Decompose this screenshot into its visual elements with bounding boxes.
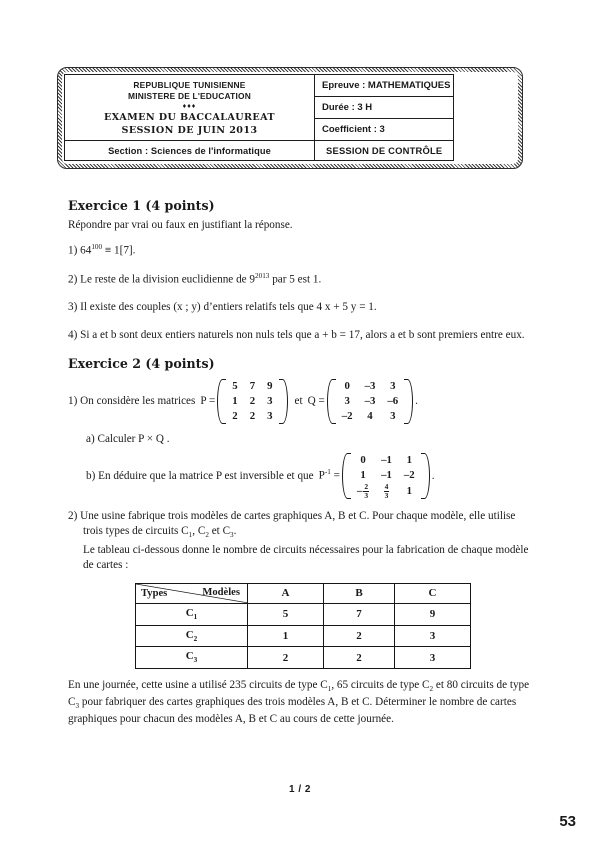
matrix-p: [217, 379, 287, 424]
row-label-sub: 3: [193, 656, 198, 665]
matrix-p-inverse: [342, 453, 430, 499]
matrix-pinv-cell: –2: [403, 469, 415, 482]
header-epreuve: Epreuve : MATHEMATIQUES: [315, 75, 454, 97]
matrix-q-cell: –3: [364, 380, 376, 393]
matrix-p-label: P =: [200, 395, 216, 408]
table-cell: 3: [394, 647, 470, 669]
table-row: [136, 603, 471, 625]
matrix-q-cell: 4: [367, 410, 373, 423]
exercise2-question-a: a) Calculer P × Q .: [86, 433, 170, 446]
table-corner-models-label: Modèles: [202, 587, 240, 599]
matrix-pinv-cell-fraction: [375, 483, 398, 499]
exercise2-title: Exercice 2 (4 points): [68, 356, 215, 372]
matrix-p-cell: 3: [267, 410, 273, 423]
table-cell: 9: [394, 603, 470, 625]
matrix-q-label: Q =: [307, 395, 325, 408]
matrix-p-cell: 2: [232, 410, 238, 423]
matrix-p-cell: 9: [267, 380, 273, 393]
matrix-pinv-cell: 1: [360, 469, 366, 482]
pinv-period: .: [431, 469, 435, 482]
header-exam-name: EXAMEN DU BACCALAUREAT: [104, 111, 275, 123]
exercise1-title: Exercice 1 (4 points): [68, 198, 215, 213]
q2-text-part1: 2) Une usine fabrique trois modèles de cartes graphiques A, B et C. Pour chaque modèle, elle utilise trois types de circuits C: [68, 510, 516, 538]
table-row-header: [136, 603, 248, 625]
header-section: Section : Sciences de l'informatique: [65, 141, 315, 161]
matrix-pinv-cell: 0: [360, 454, 366, 467]
pinv-frac2: [384, 483, 390, 499]
table-cell: 7: [324, 603, 395, 625]
exercise2-q1-label: 1) On considère les matrices: [68, 395, 196, 408]
final-text-part4: pour fabriquer des cartes graphiques des trois modèles A, B et C. Déterminer le nombre de cartes graphiques pour chacun des modèles A, B et C au cours de cette journée.: [68, 696, 517, 726]
table-header-row: [136, 584, 471, 604]
exercise2-question-2-line2: Le tableau ci-dessous donne le nombre de circuits nécessaires pour la fabrication de chaque modèle de cartes :: [83, 544, 529, 572]
table-corner-types-label: Types: [141, 587, 168, 599]
table-row-header: [136, 625, 248, 647]
document-content: [68, 198, 538, 740]
q2-sub-1: 1: [188, 531, 193, 540]
matrix-q-period: .: [415, 395, 418, 408]
matrix-q-cell: 3: [390, 380, 396, 393]
header-coefficient: Coefficient : 3: [315, 119, 454, 141]
pinv-p: P: [318, 470, 325, 483]
pinv-exponent: -1: [324, 468, 331, 477]
table-cell: 1: [248, 625, 324, 647]
matrix-pinv-cell: 1: [406, 484, 412, 497]
matrix-conjunction: et: [294, 395, 303, 408]
row-label-prefix: C: [185, 650, 194, 663]
final-text-part3: et 80 circuits de type C: [68, 679, 530, 709]
circuits-table-wrapper: [68, 583, 538, 669]
matrix-p-cell: 7: [249, 380, 256, 393]
table-row-header: [136, 647, 248, 669]
matrix-p-cell: 1: [232, 395, 238, 408]
table-cell: 2: [324, 647, 395, 669]
pinv-frac1-sign: –: [356, 484, 363, 497]
table-column-header: B: [324, 584, 395, 604]
page-number: 1 / 2: [289, 784, 311, 795]
q2-text-part2: , C: [192, 525, 206, 538]
table-column-header: C: [394, 584, 470, 604]
matrix-pinv-label: [319, 468, 340, 484]
header-duree: Durée : 3 H: [315, 97, 454, 119]
table-cell: 5: [248, 603, 324, 625]
table-row: [136, 647, 471, 669]
matrix-p-cell: 3: [267, 395, 273, 408]
matrix-q-cell: –2: [341, 410, 353, 423]
header-session: SESSION DE JUIN 2013: [121, 124, 258, 136]
pinv-frac1: [363, 483, 369, 499]
final-sub-1: 1: [327, 685, 332, 694]
final-text-part1: En une journée, cette usine a utilisé 235 circuits de type C: [68, 679, 328, 692]
q2-text-part4: .: [233, 525, 237, 538]
exercise1-question-4: 4) Si a et b sont deux entiers naturels non nuls tels que a + b = 17, alors a et b sont premiers entre eux.: [68, 329, 525, 342]
q2-sub-2: 2: [205, 531, 209, 540]
header-institution-cell: [65, 75, 315, 141]
pinv-frac2-numerator: 4: [384, 482, 389, 492]
q2-sub-3: 3: [230, 531, 234, 540]
table-cell: 2: [324, 625, 395, 647]
header-republic: REPUBLIQUE TUNISIENNE: [133, 79, 246, 90]
q1-exponent: 100: [91, 242, 103, 251]
header-ministry: MINISTERE DE L'EDUCATION: [128, 90, 251, 101]
matrix-pinv-cell: –1: [381, 454, 392, 467]
exercise2-question-b: [86, 453, 538, 499]
q1-prefix: 1) 64: [68, 244, 92, 257]
q2-suffix: par 5 est 1.: [269, 273, 322, 286]
matrix-pinv-cell: –1: [381, 469, 392, 482]
matrix-p-cell: 2: [249, 410, 256, 423]
exercise1-question-2: [68, 272, 538, 288]
matrix-q-cell: 3: [390, 410, 396, 423]
matrix-pinv-cell: 1: [406, 454, 412, 467]
final-sub-2: 2: [429, 685, 434, 694]
q2-prefix: 2) Le reste de la division euclidienne de 9: [68, 273, 256, 286]
pinv-frac1-numerator: 2: [364, 482, 369, 492]
table-cell: 3: [394, 625, 470, 647]
matrix-q-cell: 0: [344, 380, 350, 393]
table-row: [136, 625, 471, 647]
matrix-q-cell: 3: [344, 395, 350, 408]
matrix-q-cell: –6: [387, 395, 399, 408]
table-column-header: A: [248, 584, 324, 604]
matrix-q: [327, 379, 413, 424]
pinv-equals: =: [333, 470, 340, 483]
exercise1-instruction: Répondre par vrai ou faux en justifiant la réponse.: [68, 218, 293, 231]
circuits-table: [135, 583, 471, 669]
matrix-q-cell: –3: [364, 395, 376, 408]
exam-header-block: [57, 67, 523, 169]
final-text-part2: , 65 circuits de type C: [331, 679, 430, 692]
table-cell: 2: [248, 647, 324, 669]
exercise1-question-3: 3) Il existe des couples (x ; y) d’entiers relatifs tels que 4 x + 5 y = 1.: [68, 301, 377, 314]
final-sub-3: 3: [75, 702, 80, 711]
q2-exponent: 2013: [255, 271, 270, 280]
row-label-prefix: C: [185, 606, 194, 619]
pinv-frac1-denominator: 3: [364, 490, 369, 500]
row-label-sub: 1: [193, 613, 198, 622]
row-label-prefix: C: [185, 628, 194, 641]
qb-text: b) En déduire que la matrice P est inversible et que: [86, 469, 314, 482]
q1-suffix: ≡ 1[7].: [102, 244, 136, 257]
header-table: [64, 74, 454, 161]
matrix-p-cell: 2: [249, 395, 256, 408]
exercise1-question-1: [68, 243, 538, 259]
exercise2-question-2-line1: [68, 509, 538, 541]
exercise2-final-paragraph: [68, 678, 538, 727]
matrix-p-cell: 5: [232, 380, 238, 393]
matrix-pinv-cell-fraction: [351, 483, 375, 499]
q2-text-part3: et C: [208, 525, 231, 538]
book-page-number: 53: [559, 813, 576, 830]
exercise2-matrices-row: [68, 379, 538, 424]
diamond-separator-icon: ♦♦♦: [182, 102, 197, 110]
table-corner-cell: [136, 584, 248, 604]
pinv-frac2-denominator: 3: [384, 490, 389, 500]
row-label-sub: 2: [193, 634, 198, 643]
header-session-controle: SESSION DE CONTRÔLE: [315, 141, 454, 161]
